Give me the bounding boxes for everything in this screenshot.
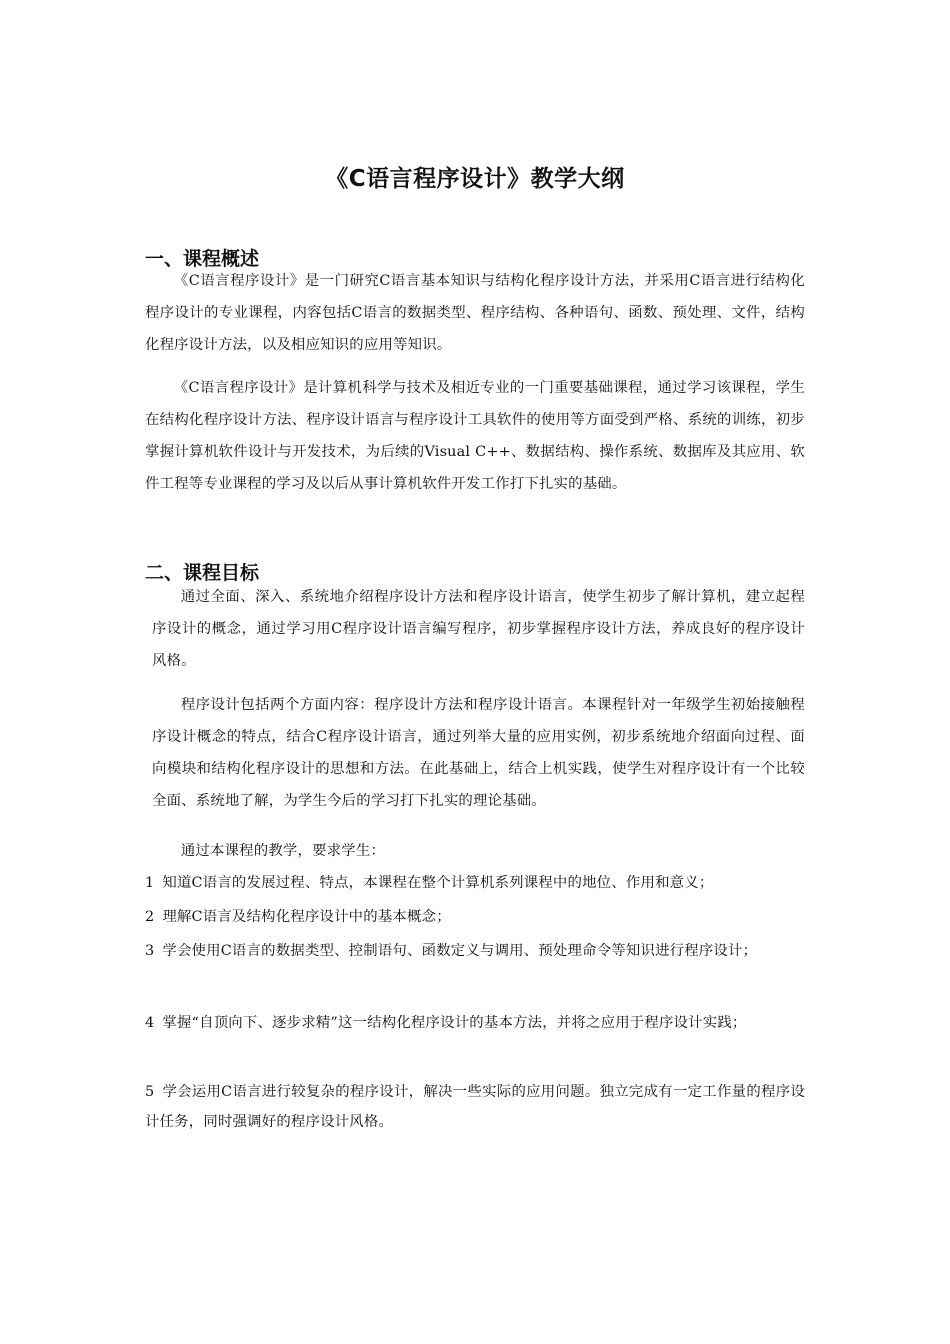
objectives-paragraph-1: 通过全面、深入、系统地介绍程序设计方法和程序设计语言，使学生初步了解计算机，建立起程序设计的概念，通过学习用C程序设计语言编写程序，初步掌握程序设计方法，养成良好的程序设计风格。 [152,589,805,669]
requirement-number: 5 [145,1084,155,1100]
requirement-text: 理解C语言及结构化程序设计中的基本概念； [162,909,451,925]
requirement-text: 掌握“自顶向下、逐步求精”这一结构化程序设计的基本方法，并将之应用于程序设计实践； [162,1015,747,1031]
requirement-number: 2 [145,909,155,925]
objectives-paragraph-2: 程序设计包括两个方面内容：程序设计方法和程序设计语言。本课程针对一年级学生初始接触程序设计概念的特点，结合C程序设计语言，通过列举大量的应用实例，初步系统地介绍面向过程、面向模块和结构化程序设计的思想和方法。在此基础上，结合上机实践，使学生对程序设计有一个比较全面、系统地了解，为学生今后的学习打下扎实的理论基础。 [152,697,805,809]
requirement-number: 3 [145,943,155,959]
requirement-text: 学会运用C语言进行较复杂的程序设计，解决一些实际的应用问题。独立完成有一定工作量的程序设计任务，同时强调好的程序设计风格。 [145,1084,805,1130]
section-heading-overview: 一、课程概述 [145,248,260,270]
requirement-item [145,867,805,899]
requirement-item [145,1077,805,1137]
section-heading-objectives: 二、课程目标 [145,562,260,584]
objectives-paragraph-3: 通过本课程的教学，要求学生： [180,843,386,859]
requirement-number: 1 [145,875,155,891]
overview-paragraph-1: 《C语言程序设计》是一门研究C语言基本知识与结构化程序设计方法，并采用C语言进行结构化程序设计的专业课程，内容包括C语言的数据类型、程序结构、各种语句、函数、预处理、文件，结构化程序设计方法，以及相应知识的应用等知识。 [145,273,805,353]
requirement-item [145,1007,805,1039]
requirement-number: 4 [145,1015,155,1031]
requirement-item [145,935,805,967]
overview-paragraph-2: 《C语言程序设计》是计算机科学与技术及相近专业的一门重要基础课程，通过学习该课程，学生在结构化程序设计方法、程序设计语言与程序设计工具软件的使用等方面受到严格、系统的训练，初步掌握计算机软件设计与开发技术，为后续的Visual C++、数据结构、操作系统、数据库及其应用、软件工程等专业课程的学习及以后从事计算机软件开发工作打下扎实的基础。 [145,380,805,492]
document-title: 《C语言程序设计》教学大纲 [325,166,625,192]
requirement-item [145,901,805,933]
requirement-text: 学会使用C语言的数据类型、控制语句、函数定义与调用、预处理命令等知识进行程序设计； [162,943,758,959]
requirement-text: 知道C语言的发展过程、特点，本课程在整个计算机系列课程中的地位、作用和意义； [162,875,714,891]
